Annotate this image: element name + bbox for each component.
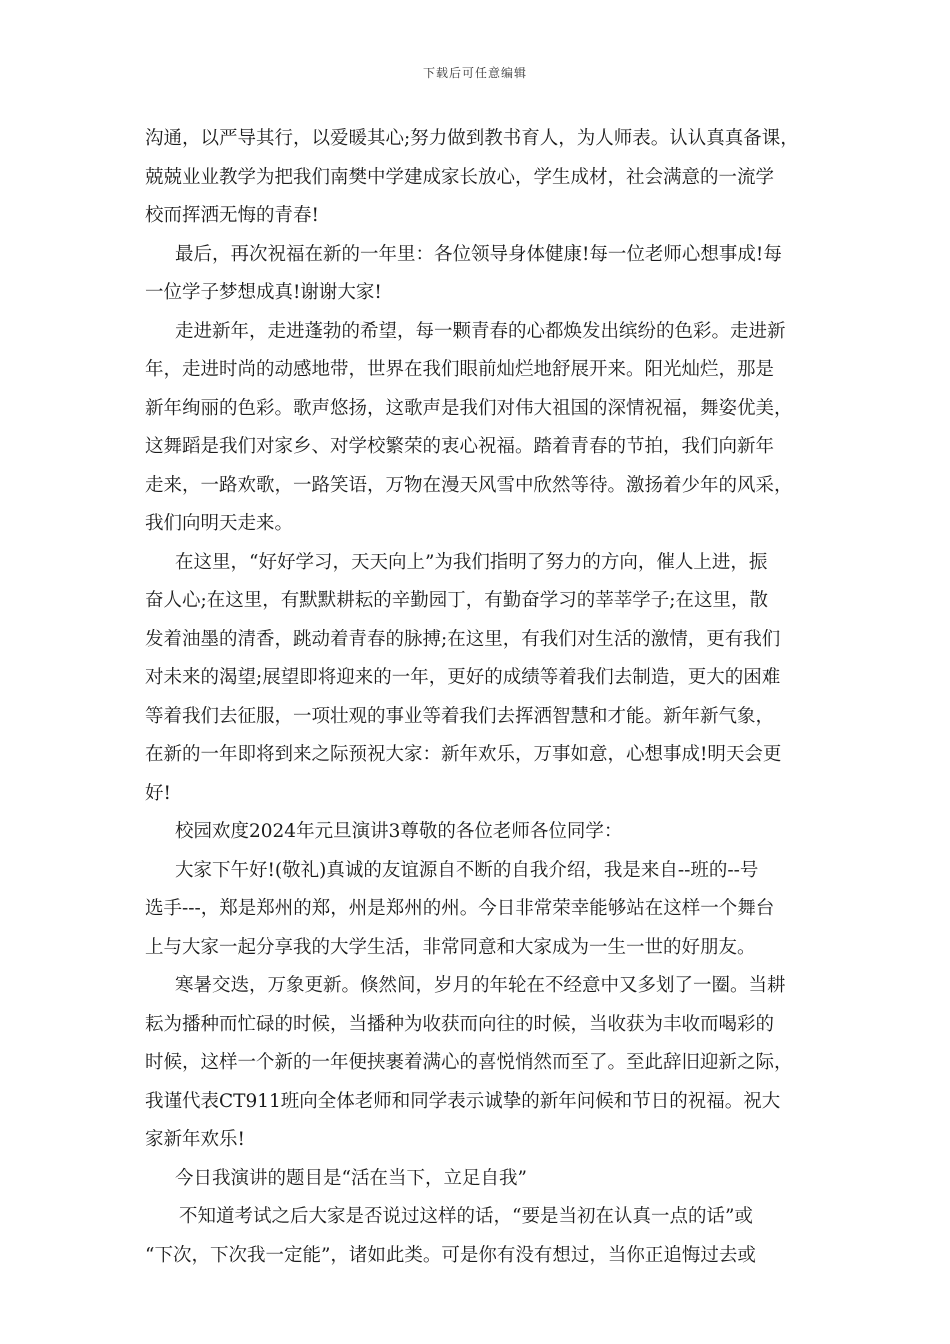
text-line: 校园欢度2024年元旦演讲3尊敬的各位老师各位同学： [175,821,623,842]
text-line: 年，走进时尚的动感地带，世界在我们眼前灿烂地舒展开来。阳光灿烂，那是 [145,359,775,380]
text-line: 好! [145,782,171,804]
text-line: 寒暑交迭，万象更新。倏然间，岁月的年轮在不经意中又多划了一圈。当耕 [175,975,786,996]
text-line: 这舞蹈是我们对家乡、对学校繁荣的衷心祝福。踏着青春的节拍，我们向新年 [145,436,775,457]
text-line: 最后，再次祝福在新的一年里：各位领导身体健康!每一位老师心想事成!每 [175,243,782,265]
text-line: 不知道考试之后大家是否说过这样的话，“要是当初在认真一点的话”或 [179,1206,753,1227]
text-line: 大家下午好!(敬礼)真诚的友谊源自不断的自我介绍，我是来自--班的--号 [175,859,759,881]
text-line: 走来，一路欢歌，一路笑语，万物在漫天风雪中欣然等待。激扬着少年的风采， [145,474,793,496]
text-line: 我们向明天走来。 [145,513,294,534]
text-line: 在新的一年即将到来之际预祝大家：新年欢乐，万事如意，心想事成!明天会更 [145,744,782,765]
text-line: 对未来的渴望;展望即将迎来的一年，更好的成绩等着我们去制造，更大的困难 [145,667,781,688]
text-line: 家新年欢乐! [145,1129,245,1150]
text-line: 耘为播种而忙碌的时候，当播种为收获而向往的时候，当收获为丰收而喝彩的 [145,1013,775,1035]
text-line: “下次，下次我一定能”，诸如此类。可是你有没有想过，当你正追悔过去或 [145,1244,756,1266]
text-line: 选手---，郑是郑州的郑，州是郑州的州。今日非常荣幸能够站在这样一个舞台 [145,898,775,919]
text-line: 沟通，以严导其行，以爱暖其心;努力做到教书育人，为人师表。认认真真备课， [145,128,799,149]
document-body [145,120,807,1275]
text-line: 在这里，“好好学习，天天向上”为我们指明了努力的方向，催人上进，振 [175,551,768,573]
text-line: 发着油墨的清香，跳动着青春的脉搏;在这里，有我们对生活的激情，更有我们 [145,628,781,650]
text-line: 上与大家一起分享我的大学生活，非常同意和大家成为一生一世的好朋友。 [145,936,756,958]
text-line: 等着我们去征服，一项壮观的事业等着我们去挥洒智慧和才能。新年新气象， [145,705,775,727]
text-line: 一位学子梦想成真!谢谢大家! [145,282,382,303]
text-line: 新年绚丽的色彩。歌声悠扬，这歌声是我们对伟大祖国的深情祝福，舞姿优美， [145,397,793,419]
text-line: 今日我演讲的题目是“活在当下，立足自我” [175,1167,527,1189]
text-line: 我谨代表CT911班向全体老师和同学表示诚挚的新年问候和节日的祝福。祝大 [145,1090,781,1112]
text-line: 兢兢业业教学为把我们南樊中学建成家长放心，学生成材，社会满意的一流学 [145,166,775,188]
text-line: 走进新年，走进蓬勃的希望，每一颗青春的心都焕发出缤纷的色彩。走进新 [175,320,786,342]
page-header: 下载后可任意编辑 [422,66,527,80]
text-line: 奋人心;在这里，有默默耕耘的辛勤园丁，有勤奋学习的莘莘学子;在这里，散 [145,590,768,611]
text-line: 时候，这样一个新的一年便挟裹着满心的喜悦悄然而至了。至此辞旧迎新之际， [145,1052,793,1073]
text-line: 校而挥洒无悔的青春! [145,205,319,226]
